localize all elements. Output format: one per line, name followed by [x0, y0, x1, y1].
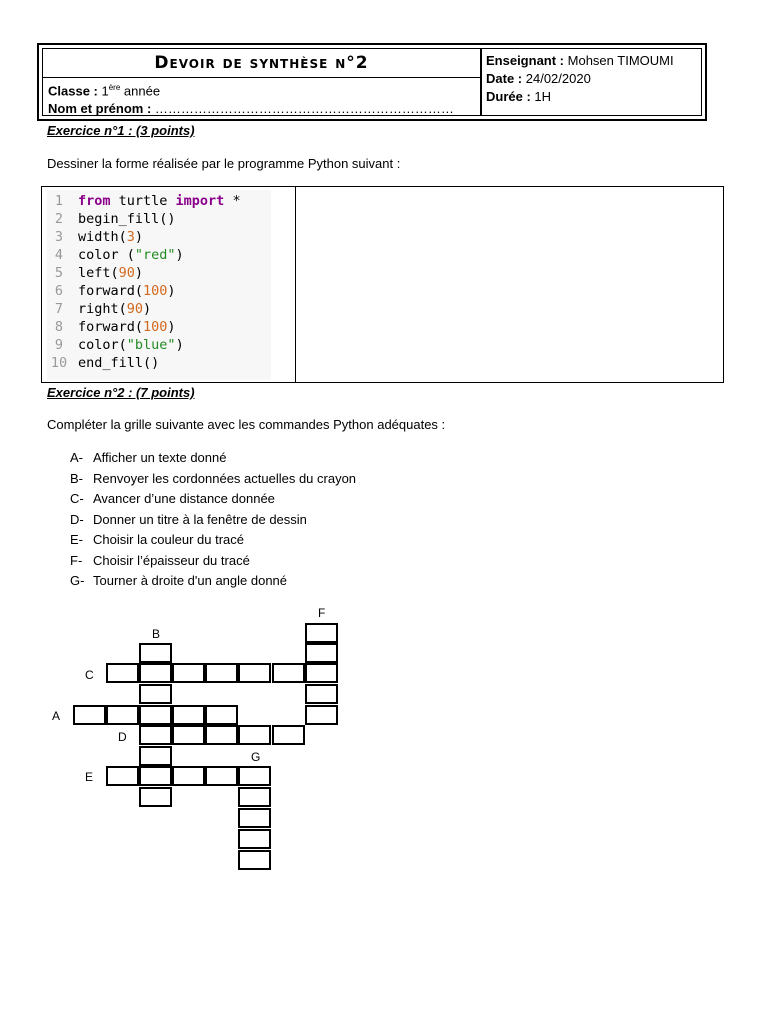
crossword-cell[interactable] [73, 705, 106, 725]
code-line [78, 247, 184, 263]
classe-label: Classe : [48, 83, 98, 99]
code-line [78, 193, 241, 209]
duree-value: 1H [534, 89, 552, 104]
crossword-cell[interactable] [139, 725, 172, 745]
code-token: turtle [110, 193, 176, 209]
code-line [78, 301, 151, 317]
item-text: Avancer d’une distance donnée [93, 491, 275, 506]
teacher-info [486, 52, 674, 106]
list-item [70, 471, 356, 486]
code-token: ) [167, 283, 176, 299]
crossword-cell[interactable] [305, 623, 338, 643]
item-letter: D- [70, 512, 84, 527]
crossword-cell[interactable] [139, 746, 172, 766]
list-item [70, 491, 275, 506]
crossword-cell[interactable] [172, 663, 205, 683]
crossword-cell[interactable] [238, 808, 271, 828]
header-inner-frame [42, 48, 702, 116]
line-number: 5 [54, 265, 64, 281]
nom-label: Nom et prénom : [48, 101, 152, 116]
code-line: end_fill() [78, 355, 160, 371]
code-token: left( [78, 265, 119, 281]
crossword-cell[interactable] [139, 787, 172, 807]
code-line [78, 283, 176, 299]
code-token: * [224, 193, 241, 209]
code-block [47, 190, 271, 380]
list-item [70, 532, 244, 547]
date-value: 24/02/2020 [525, 71, 591, 86]
list-item [70, 512, 307, 527]
code-token: ) [134, 265, 144, 281]
crossword-cell[interactable] [305, 684, 338, 704]
line-number: 7 [54, 301, 64, 317]
code-token: color ( [78, 247, 135, 263]
string-literal: "red" [134, 247, 176, 263]
crossword-cell[interactable] [305, 705, 338, 725]
crossword-cell[interactable] [238, 766, 271, 786]
clue-label-g: G [251, 750, 261, 764]
crossword-cell[interactable] [305, 663, 338, 683]
item-text: Choisir la couleur du tracé [93, 532, 245, 547]
clue-label-c: C [85, 668, 94, 682]
code-token: ) [167, 319, 176, 335]
crossword-cell[interactable] [238, 850, 271, 870]
crossword-cell[interactable] [238, 663, 271, 683]
crossword-cell[interactable] [238, 829, 271, 849]
number-literal: 100 [143, 283, 168, 299]
crossword-cell[interactable] [272, 725, 305, 745]
crossword-cell[interactable] [106, 705, 139, 725]
line-number: 9 [54, 337, 64, 353]
crossword-cell[interactable] [139, 684, 172, 704]
item-text: Choisir l’épaisseur du tracé [93, 553, 250, 568]
exercise-2-instruction: Compléter la grille suivante avec les commandes Python adéquates : [47, 417, 446, 432]
code-token: ) [175, 337, 184, 353]
item-text: Tourner à droite d'un angle donné [93, 573, 288, 588]
exercise-1-instruction: Dessiner la forme réalisée par le programme Python suivant : [47, 156, 401, 171]
keyword: from [78, 193, 111, 209]
number-literal: 90 [126, 301, 144, 317]
clue-label-b: B [152, 627, 161, 641]
code-box-divider [295, 187, 296, 382]
crossword-cell[interactable] [172, 705, 205, 725]
item-letter: A- [70, 450, 83, 465]
item-text: Renvoyer les cordonnées actuelles du crayon [93, 471, 357, 486]
clue-label-a: A [52, 709, 61, 723]
nom-dots: …………………………………………………………… [154, 101, 454, 116]
crossword-cell[interactable] [172, 766, 205, 786]
item-letter: G- [70, 573, 85, 588]
classe-sup: ère [108, 83, 121, 92]
code-token: ) [134, 229, 144, 245]
enseignant-label: Enseignant : [486, 53, 565, 68]
crossword-cell[interactable] [139, 643, 172, 663]
header-row-divider [43, 77, 480, 78]
duree-label: Durée : [486, 89, 531, 104]
exercise-2-title: Exercice n°2 : (7 points) [47, 385, 195, 400]
code-line [78, 337, 184, 353]
crossword-cell[interactable] [238, 725, 271, 745]
item-letter: B- [70, 471, 83, 486]
list-item [70, 450, 226, 465]
code-token: ) [175, 247, 184, 263]
code-line [78, 229, 143, 245]
code-line [78, 265, 143, 281]
list-item [70, 573, 287, 588]
date-label: Date : [486, 71, 523, 86]
page-title: Devoir de synthèse n°2 [154, 53, 369, 73]
line-number: 3 [54, 229, 64, 245]
code-token: width( [78, 229, 127, 245]
code-token: forward( [78, 319, 144, 335]
item-letter: E- [70, 532, 83, 547]
item-text: Afficher un texte donné [93, 450, 227, 465]
code-token: color( [78, 337, 127, 353]
keyword: import [175, 193, 225, 209]
exercise-1-title: Exercice n°1 : (3 points) [47, 123, 195, 138]
code-line [78, 319, 176, 335]
line-number: 10 [50, 355, 68, 371]
code-answer-box [41, 186, 724, 383]
crossword-cell[interactable] [172, 725, 205, 745]
crossword-cell[interactable] [139, 663, 172, 683]
item-letter: C- [70, 491, 84, 506]
crossword-cell[interactable] [272, 663, 305, 683]
header-divider [480, 49, 482, 115]
item-letter: F- [70, 553, 83, 568]
crossword-cell[interactable] [106, 766, 139, 786]
nom-line [48, 101, 454, 116]
crossword-cell[interactable] [305, 643, 338, 663]
line-number: 4 [54, 247, 64, 263]
crossword-cell[interactable] [205, 766, 238, 786]
line-number: 8 [54, 319, 64, 335]
crossword-cell[interactable] [139, 705, 172, 725]
classe-num: 1 [101, 83, 109, 99]
code-token: forward( [78, 283, 144, 299]
code-line: begin_fill() [78, 211, 176, 227]
clue-label-d: D [118, 730, 127, 744]
enseignant-value: Mohsen TIMOUMI [567, 53, 674, 68]
crossword-cell[interactable] [205, 705, 238, 725]
classe-rest: année [123, 83, 161, 99]
crossword-cell[interactable] [139, 766, 172, 786]
clue-label-f: F [318, 606, 326, 620]
crossword-cell[interactable] [205, 663, 238, 683]
header-table [37, 43, 707, 121]
crossword-cell[interactable] [205, 725, 238, 745]
line-number: 1 [54, 193, 64, 209]
classe-line [48, 83, 160, 98]
number-literal: 3 [126, 229, 135, 245]
line-number: 2 [54, 211, 64, 227]
crossword-cell[interactable] [106, 663, 139, 683]
number-literal: 100 [143, 319, 168, 335]
line-number: 6 [54, 283, 64, 299]
code-token: right( [78, 301, 127, 317]
code-token: ) [143, 301, 152, 317]
item-text: Donner un titre à la fenêtre de dessin [93, 512, 307, 527]
number-literal: 90 [118, 265, 135, 281]
list-item [70, 553, 250, 568]
string-literal: "blue" [126, 337, 176, 353]
crossword-cell[interactable] [238, 787, 271, 807]
clue-label-e: E [85, 770, 94, 784]
